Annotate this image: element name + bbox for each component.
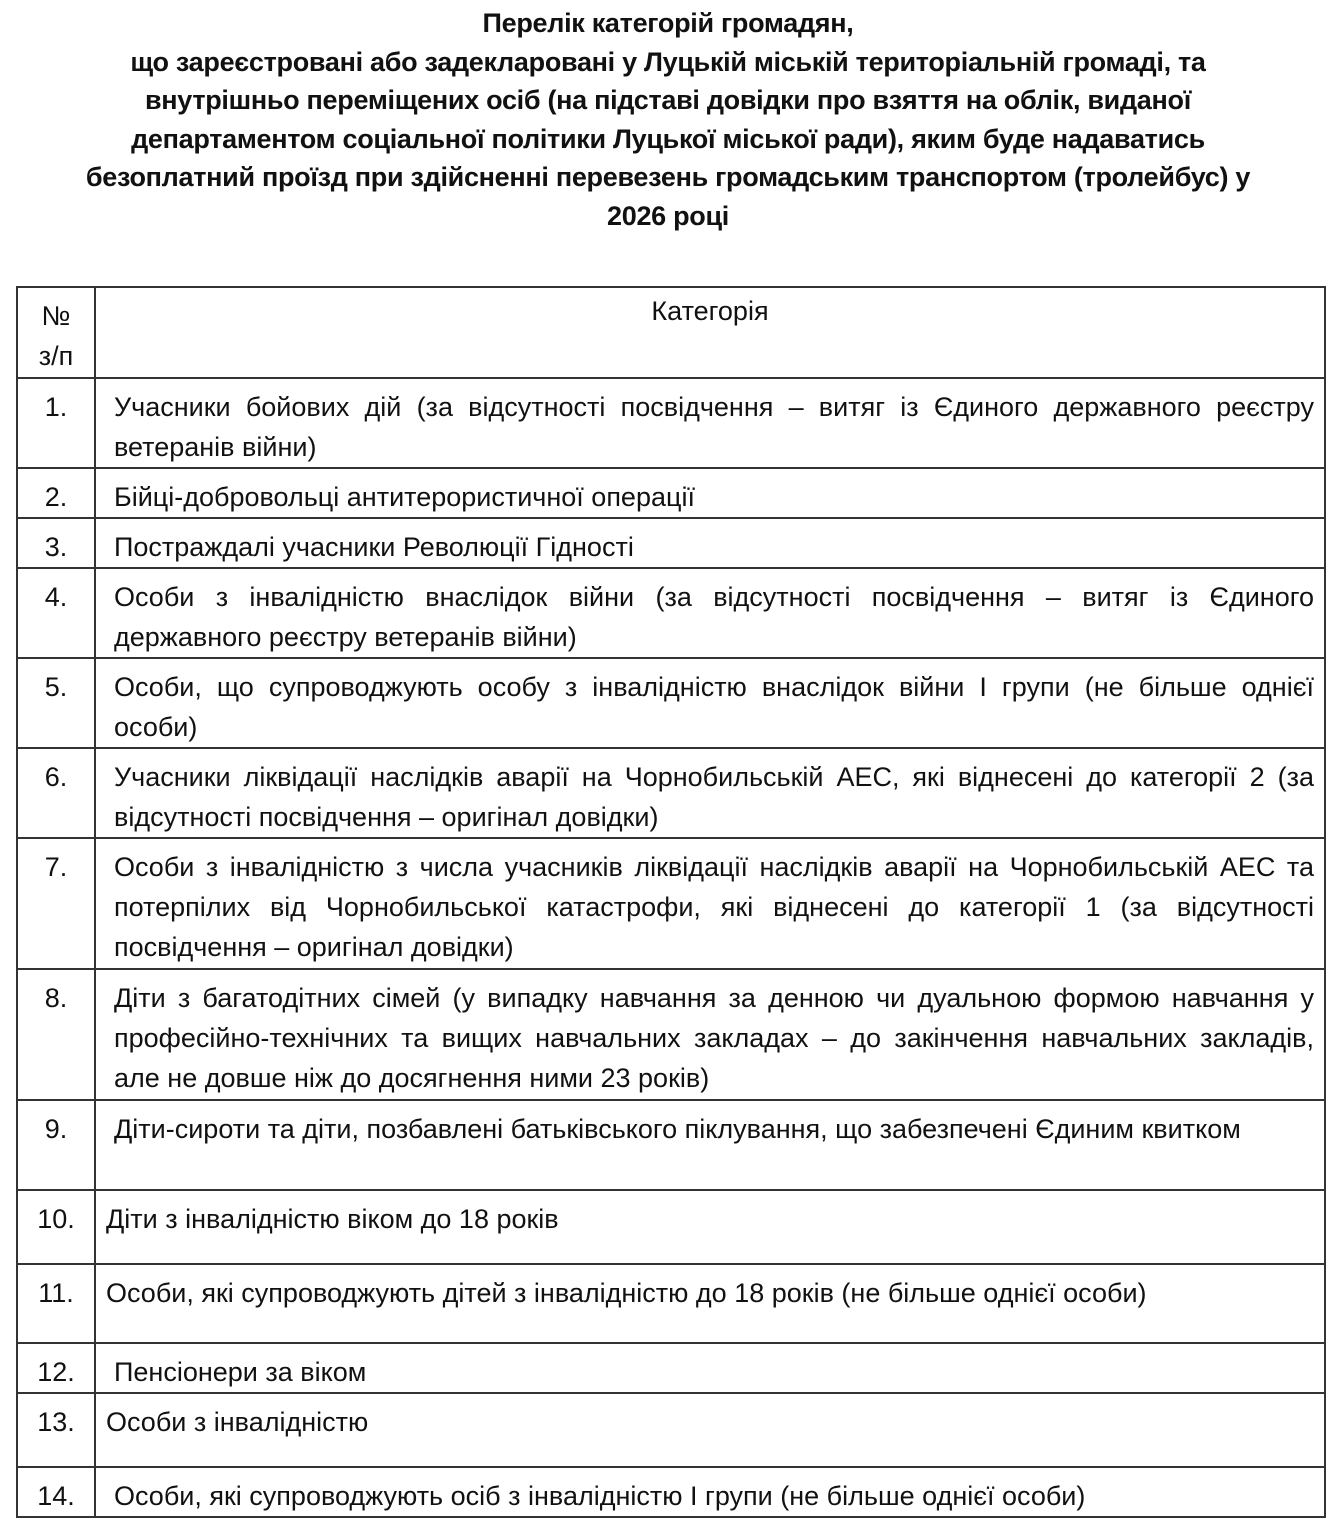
header-num: № з/п	[17, 287, 95, 378]
table-row: 13. Особи з інвалідністю	[17, 1393, 1325, 1467]
title-line: Перелік категорій громадян,	[482, 8, 854, 38]
table-row: 2. Бійці-добровольці антитерористичної операції	[17, 468, 1325, 518]
header-category: Категорія	[95, 287, 1325, 378]
title-line: департаментом соціальної політики Луцької міської ради), яким буде надаватись	[131, 123, 1205, 154]
table-row: 1. Учасники бойових дій (за відсутності посвідчення – витяг із Єдиного державного реєстру ветеранів війни)	[17, 378, 1325, 468]
table-row: 12. Пенсіонери за віком	[17, 1343, 1325, 1393]
table-row: 11. Особи, які супроводжують дітей з інвалідністю до 18 років (не більше однієї особи)	[17, 1264, 1325, 1343]
table-row: 6. Учасники ліквідації наслідків аварії на Чорнобильській АЕС, які віднесені до категорії 2 (за відсутності посвідчення – оригінал довідки)	[17, 748, 1325, 838]
title-line: що зареєстровані або задекларовані у Луцькій міській територіальній громаді, та	[130, 46, 1206, 77]
table-row: 4. Особи з інвалідністю внаслідок війни (за відсутності посвідчення – витяг із Єдиного державного реєстру ветеранів війни)	[17, 568, 1325, 658]
title-line: внутрішньо переміщених осіб (на підставі довідки про взяття на облік, виданої	[144, 85, 1192, 115]
categories-table	[16, 286, 1326, 1518]
table-row: 3. Постраждалі учасники Революції Гідності	[17, 518, 1325, 568]
table-row: 10. Діти з інвалідністю віком до 18 років	[17, 1190, 1325, 1264]
table-row: 14. Особи, які супроводжують осіб з інвалідністю І групи (не більше однієї особи)	[17, 1467, 1325, 1517]
table-row: 9. Діти-сироти та діти, позбавлені батьківського піклування, що забезпечені Єдиним квитком	[17, 1100, 1325, 1190]
table-row: 7. Особи з інвалідністю з числа учасників ліквідації наслідків аварії на Чорнобильській АЕС та потерпілих від Чорнобильської катастрофи, які віднесені до категорії 1 (за відсутності посвідчення – оригінал довідки)	[17, 838, 1325, 969]
title-line: 2026 році	[607, 200, 729, 231]
table-row: 5. Особи, що супроводжують особу з інвалідністю внаслідок війни І групи (не більше однієї особи)	[17, 658, 1325, 748]
table-row: 8. Діти з багатодітних сімей (у випадку навчання за денною чи дуальною формою навчання у професійно-технічних та вищих навчальних закладах – до закінчення навчальних закладів, але не довше ніж до досягнення ними 23 років)	[17, 969, 1325, 1100]
document-title	[20, 4, 1316, 235]
table-header-row	[17, 287, 1325, 378]
title-line: безоплатний проїзд при здійсненні перевезень громадським транспортом (тролейбус) у	[85, 162, 1251, 192]
